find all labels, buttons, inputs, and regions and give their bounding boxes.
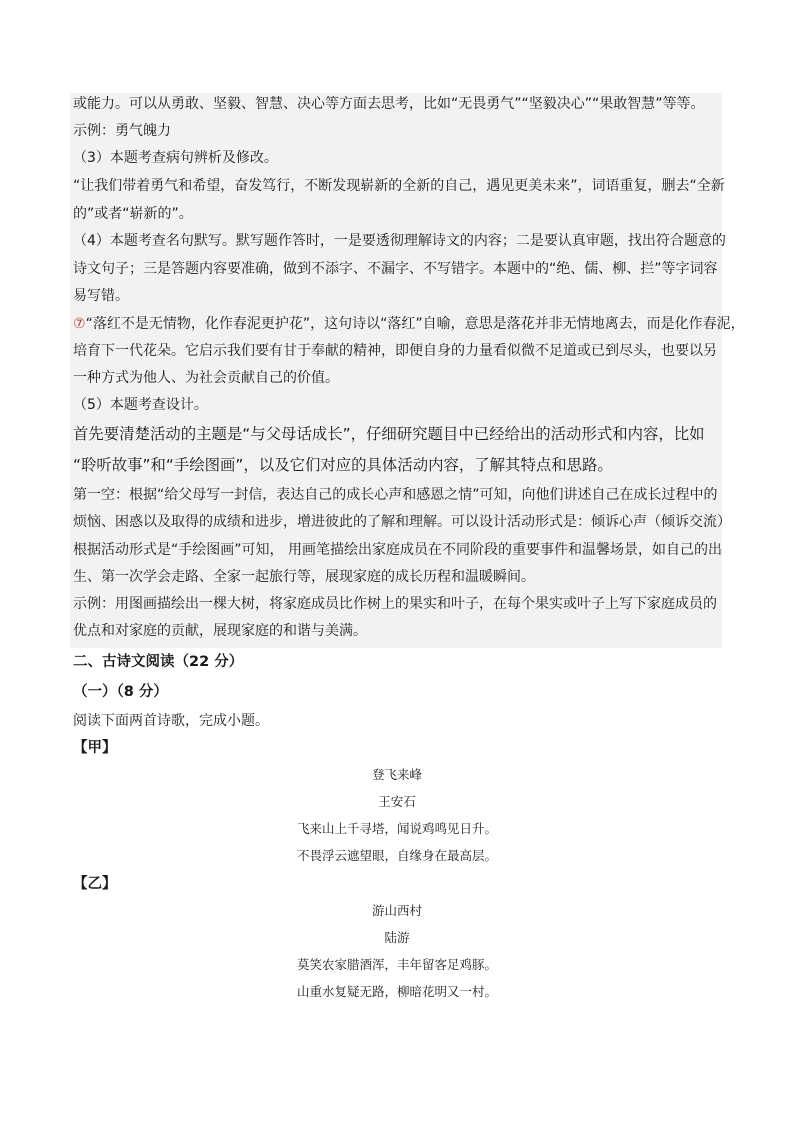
poem-line: 不畏浮云遮望眼，自缘身在最高层。 [296, 848, 497, 863]
poem-author: 陆游 [384, 930, 410, 945]
answer-q5-heading: （5）本题考查设计。 [73, 397, 208, 413]
section-title: 二、古诗文阅读（22 分） [73, 654, 244, 670]
answer-q4-heading: （4）本题考查名句默写。默写题作答时，一是要透彻理解诗文的内容；二是要认真审题，找出符合题意的 [73, 233, 726, 249]
poem-label-jia: 【甲】 [73, 740, 117, 756]
poem-author: 王安石 [378, 794, 416, 809]
answer-circled-item [73, 314, 745, 334]
answer-line: 首先要清楚活动的主题是“与父母话成长”，仔细研究题目中已经给出的活动形式和内容，比如 [73, 425, 705, 443]
answer-line: 烦恼、困惑以及取得的成绩和进步，增进彼此的了解和理解。可以设计活动形式是：倾诉心声（倾诉交流） [73, 514, 731, 530]
answer-line: “落红不是无情物，化作春泥更护花”，这句诗以“落红”自喻，意思是落花并非无情地离去，而是化作春泥， [85, 316, 745, 332]
answer-line: 培育下一代花朵。它启示我们要有甘于奉献的精神，即便自身的力量看似微不足道或已到尽头，也要以另 [73, 343, 717, 359]
answer-line: 易写错。 [73, 288, 129, 304]
answer-line: 或能力。可以从勇敢、坚毅、智慧、决心等方面去思考，比如“无畏勇气”“坚毅决心”“果敢智慧”等等。 [73, 96, 705, 112]
answer-line: 生、第一次学会走路、全家一起旅行等，展现家庭的成长历程和温暖瞬间。 [73, 569, 535, 585]
answer-line: “聆听故事”和“手绘图画”，以及它们对应的具体活动内容，了解其特点和思路。 [73, 456, 613, 474]
answer-line: 一种方式为他人、为社会贡献自己的价值。 [73, 370, 339, 386]
answer-q3-heading: （3）本题考查病句辨析及修改。 [73, 150, 278, 166]
answer-line: 优点和对家庭的贡献，展现家庭的和谐与美满。 [73, 623, 367, 639]
poem-label-yi: 【乙】 [73, 876, 117, 892]
subsection-title: （一）（8 分） [73, 684, 168, 700]
reading-instruction: 阅读下面两首诗歌，完成小题。 [73, 713, 269, 729]
poem-line: 莫笑农家腊酒浑，丰年留客足鸡豚。 [296, 957, 497, 972]
answer-line: 根据活动形式是“手绘图画”可知， 用画笔描绘出家庭成员在不同阶段的重要事件和温馨场景，如自己的出 [73, 542, 722, 558]
poem-line: 山重水复疑无路，柳暗花明又一村。 [296, 984, 497, 999]
poem-line: 飞来山上千寻塔，闻说鸡鸣见日升。 [296, 821, 497, 836]
answer-line: 诗文句子；三是答题内容要准确，做到不添字、不漏字、不写错字。本题中的“绝、儒、柳、拦”等字词容 [73, 261, 718, 277]
poem-title: 登飞来峰 [371, 767, 422, 782]
answer-example: 示例：勇气魄力 [73, 123, 171, 139]
poem-title: 游山西村 [371, 903, 422, 918]
answer-line: 的”或者“崭新的”。 [73, 206, 193, 222]
circled-number-mark: ⑦ [73, 316, 86, 332]
answer-line: “让我们带着勇气和希望，奋发笃行，不断发现崭新的全新的自己，遇见更美未来”，词语重复，删去“全新 [73, 178, 725, 194]
answer-line: 第一空：根据“给父母写一封信，表达自己的成长心声和感恩之情”可知，向他们讲述自己在成长过程中的 [73, 487, 718, 503]
answer-line: 示例：用图画描绘出一棵大树，将家庭成员比作树上的果实和叶子，在每个果实或叶子上写下家庭成员的 [73, 596, 717, 612]
